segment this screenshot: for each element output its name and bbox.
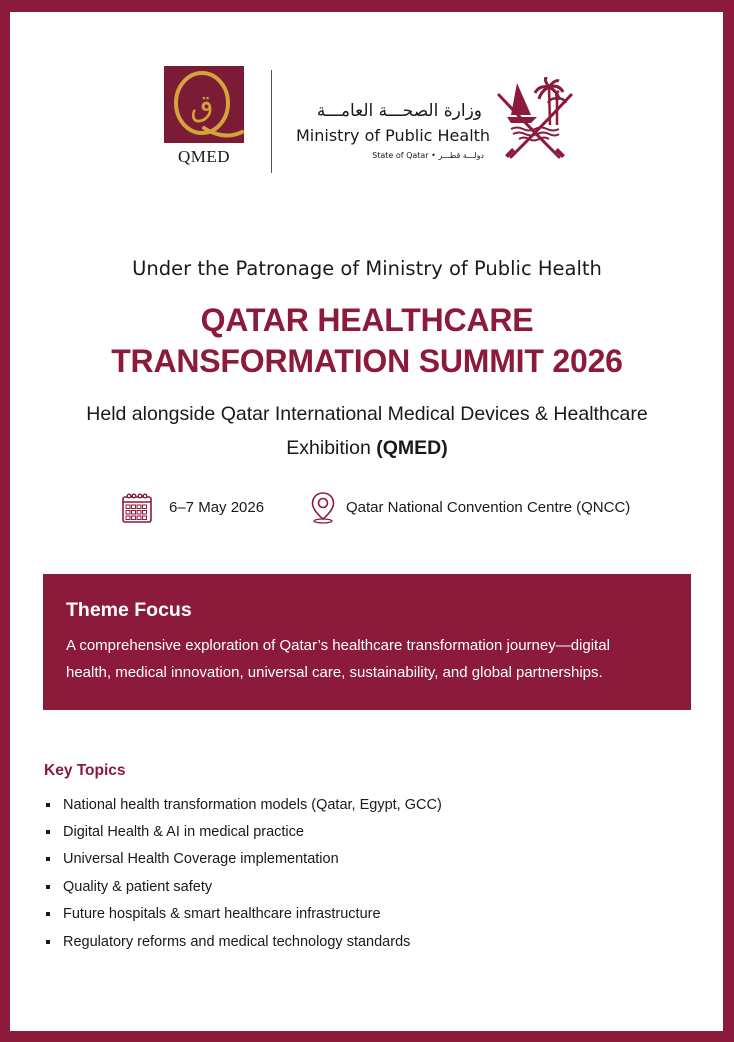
qmed-logo-mark	[164, 66, 244, 143]
topic-text: Digital Health & AI in medical practice	[63, 824, 304, 841]
theme-focus-panel	[43, 574, 691, 710]
theme-focus-description	[66, 632, 669, 686]
qmed-q-icon	[164, 66, 244, 143]
summit-subtitle	[40, 397, 694, 465]
summit-title	[0, 300, 734, 382]
event-date	[121, 491, 264, 524]
moph-state-label: State of Qatar • دولـــة قطـــر	[372, 151, 484, 160]
event-venue	[310, 491, 630, 524]
moph-english-name: Ministry of Public Health	[296, 126, 491, 145]
key-topics-list	[44, 791, 442, 955]
bullet-icon	[46, 912, 50, 916]
list-item	[44, 901, 442, 928]
logo-divider	[271, 70, 272, 173]
bullet-icon	[46, 803, 50, 807]
bullet-icon	[46, 940, 50, 944]
location-pin-icon	[310, 491, 336, 524]
topic-text: Universal Health Coverage implementation	[63, 851, 339, 868]
event-date-text: 6–7 May 2026	[169, 499, 265, 516]
bullet-icon	[46, 830, 50, 834]
summit-title-line2: TRANSFORMATION SUMMIT 2026	[111, 343, 623, 379]
event-venue-text: Qatar National Convention Centre (QNCC)	[346, 499, 631, 516]
patronage-line: Under the Patronage of Ministry of Public Health	[132, 257, 602, 280]
bullet-icon	[46, 885, 50, 889]
list-item	[44, 928, 442, 955]
qatar-emblem-icon	[497, 77, 573, 165]
qmed-logo	[164, 66, 244, 176]
svg-text:ق: ق	[190, 89, 214, 124]
calendar-icon	[121, 492, 153, 524]
list-item	[44, 873, 442, 900]
qmed-wordmark: QMED	[177, 147, 231, 166]
topic-text: National health transformation models (Qatar, Egypt, GCC)	[63, 796, 442, 813]
theme-line2: health, medical innovation, universal care, sustainability, and global partnerships.	[66, 664, 603, 681]
theme-line1: A comprehensive exploration of Qatar’s healthcare transformation journey—digital	[66, 637, 610, 654]
summit-title-line1: QATAR HEALTHCARE	[200, 302, 534, 338]
moph-arabic-name: وزارة الصحـــة العامـــة	[316, 101, 482, 121]
subtitle-line2-text: Exhibition	[286, 437, 377, 459]
topic-text: Quality & patient safety	[63, 878, 213, 895]
subtitle-qmed-bold: (QMED)	[376, 437, 448, 459]
subtitle-line1: Held alongside Qatar International Medical Devices & Healthcare	[86, 403, 648, 425]
bullet-icon	[46, 857, 50, 861]
topic-text: Future hospitals & smart healthcare infrastructure	[63, 906, 381, 923]
subtitle-line2	[40, 431, 694, 465]
list-item	[44, 791, 442, 818]
list-item	[44, 818, 442, 845]
list-item	[44, 846, 442, 873]
theme-focus-heading: Theme Focus	[66, 599, 192, 621]
topic-text: Regulatory reforms and medical technology standards	[63, 933, 411, 950]
key-topics-heading: Key Topics	[44, 762, 126, 779]
